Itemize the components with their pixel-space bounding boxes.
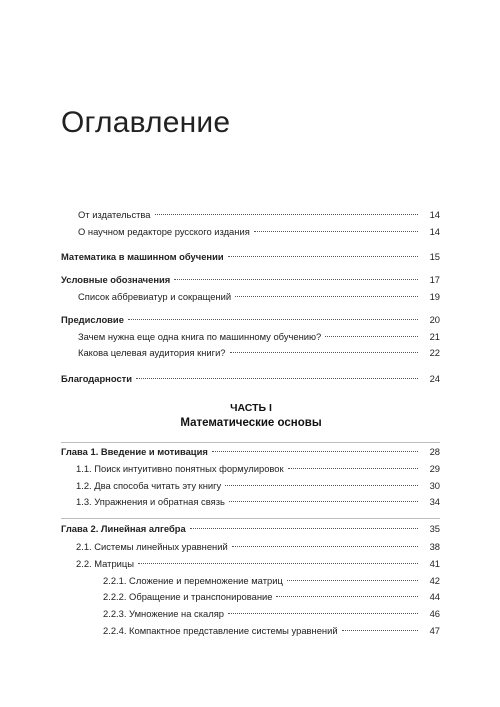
toc-entry-1-2[interactable] <box>76 479 440 492</box>
toc-entry-1-3[interactable] <box>76 495 440 508</box>
toc-entry-2-2-1[interactable] <box>103 574 440 587</box>
toc-entry-label: 2.2. Матрицы <box>76 558 135 569</box>
dot-leader <box>342 630 418 631</box>
toc-entry-page: 15 <box>429 251 440 262</box>
toc-entry-page: 46 <box>429 608 440 619</box>
dot-leader <box>190 528 418 529</box>
toc-entry-page: 21 <box>429 331 440 342</box>
dot-leader <box>155 214 418 215</box>
dot-leader <box>254 231 418 232</box>
toc-entry-target-audience[interactable] <box>78 346 440 359</box>
toc-entry-2-2[interactable] <box>76 557 440 570</box>
dot-leader <box>276 596 418 597</box>
dot-leader <box>230 352 418 353</box>
toc-entry-label: Зачем нужна еще одна книга по машинному обучению? <box>78 331 322 342</box>
toc-entry-label: Условные обозначения <box>61 274 171 285</box>
toc-entry-page: 29 <box>429 463 440 474</box>
dot-leader <box>212 451 418 452</box>
toc-entry-label: 2.2.3. Умножение на скаляр <box>103 608 225 619</box>
toc-entry-label: Какова целевая аудитория книги? <box>78 347 226 358</box>
toc-entry-page: 38 <box>429 541 440 552</box>
toc-entry-1-1[interactable] <box>76 462 440 475</box>
dot-leader <box>228 613 418 614</box>
dot-leader <box>128 319 418 320</box>
toc-entry-label: Глава 1. Введение и мотивация <box>61 446 208 457</box>
toc-entry-why-another-book[interactable] <box>78 330 440 343</box>
dot-leader <box>235 296 418 297</box>
toc-entry-page: 14 <box>429 209 440 220</box>
part-title: Математические основы <box>180 417 322 429</box>
dot-leader <box>229 501 418 502</box>
toc-entry-label: 1.1. Поиск интуитивно понятных формулировок <box>76 463 284 474</box>
toc-entry-chapter-2[interactable] <box>61 522 440 535</box>
toc-entry-page: 44 <box>429 591 440 602</box>
toc-entry-page: 47 <box>429 625 440 636</box>
toc-entry-label: 2.2.1. Сложение и перемножение матриц <box>103 575 283 586</box>
toc-entry-2-1[interactable] <box>76 540 440 553</box>
dot-leader <box>325 336 418 337</box>
dot-leader <box>174 279 418 280</box>
toc-entry-abbreviations[interactable] <box>78 290 440 303</box>
toc-entry-page: 14 <box>429 226 440 237</box>
dot-leader <box>287 580 418 581</box>
toc-entry-label: 1.3. Упражнения и обратная связь <box>76 496 225 507</box>
toc-entry-page: 24 <box>429 373 440 384</box>
toc-entry-label: 2.1. Системы линейных уравнений <box>76 541 228 552</box>
toc-entry-label: Благодарности <box>61 373 133 384</box>
toc-entry-label: 2.2.2. Обращение и транспонирование <box>103 591 273 602</box>
toc-entry-label: Предисловие <box>61 314 124 325</box>
toc-entry-notation[interactable] <box>61 273 440 286</box>
toc-entry-preface[interactable] <box>61 313 440 326</box>
dot-leader <box>225 485 418 486</box>
page-title: Оглавление <box>61 106 231 140</box>
toc-entry-label: Математика в машинном обучении <box>61 251 224 262</box>
chapter-divider <box>61 518 440 519</box>
dot-leader <box>232 546 418 547</box>
toc-entry-2-2-2[interactable] <box>103 590 440 603</box>
dot-leader <box>138 563 418 564</box>
toc-entry-page: 35 <box>429 523 440 534</box>
toc-entry-2-2-3[interactable] <box>103 607 440 620</box>
toc-entry-about-editor[interactable] <box>78 225 440 238</box>
toc-entry-2-2-4[interactable] <box>103 624 440 637</box>
toc-entry-page: 41 <box>429 558 440 569</box>
toc-entry-page: 42 <box>429 575 440 586</box>
toc-entry-page: 19 <box>429 291 440 302</box>
toc-entry-page: 20 <box>429 314 440 325</box>
toc-entry-page: 30 <box>429 480 440 491</box>
dot-leader <box>136 378 418 379</box>
toc-entry-page: 28 <box>429 446 440 457</box>
dot-leader <box>288 468 418 469</box>
chapter-divider <box>61 442 440 443</box>
toc-entry-label: 2.2.4. Компактное представление системы уравнений <box>103 625 338 636</box>
part-label: ЧАСТЬ I <box>230 402 272 414</box>
toc-entry-label: Список аббревиатур и сокращений <box>78 291 232 302</box>
toc-entry-from-publisher[interactable] <box>78 208 440 221</box>
dot-leader <box>228 256 418 257</box>
toc-entry-label: От издательства <box>78 209 151 220</box>
toc-entry-chapter-1[interactable] <box>61 445 440 458</box>
toc-entry-math-in-ml[interactable] <box>61 250 440 263</box>
toc-entry-page: 22 <box>429 347 440 358</box>
toc-entry-page: 17 <box>429 274 440 285</box>
toc-entry-page: 34 <box>429 496 440 507</box>
toc-entry-label: Глава 2. Линейная алгебра <box>61 523 186 534</box>
toc-entry-acknowledgements[interactable] <box>61 372 440 385</box>
toc-entry-label: О научном редакторе русского издания <box>78 226 250 237</box>
toc-entry-label: 1.2. Два способа читать эту книгу <box>76 480 222 491</box>
